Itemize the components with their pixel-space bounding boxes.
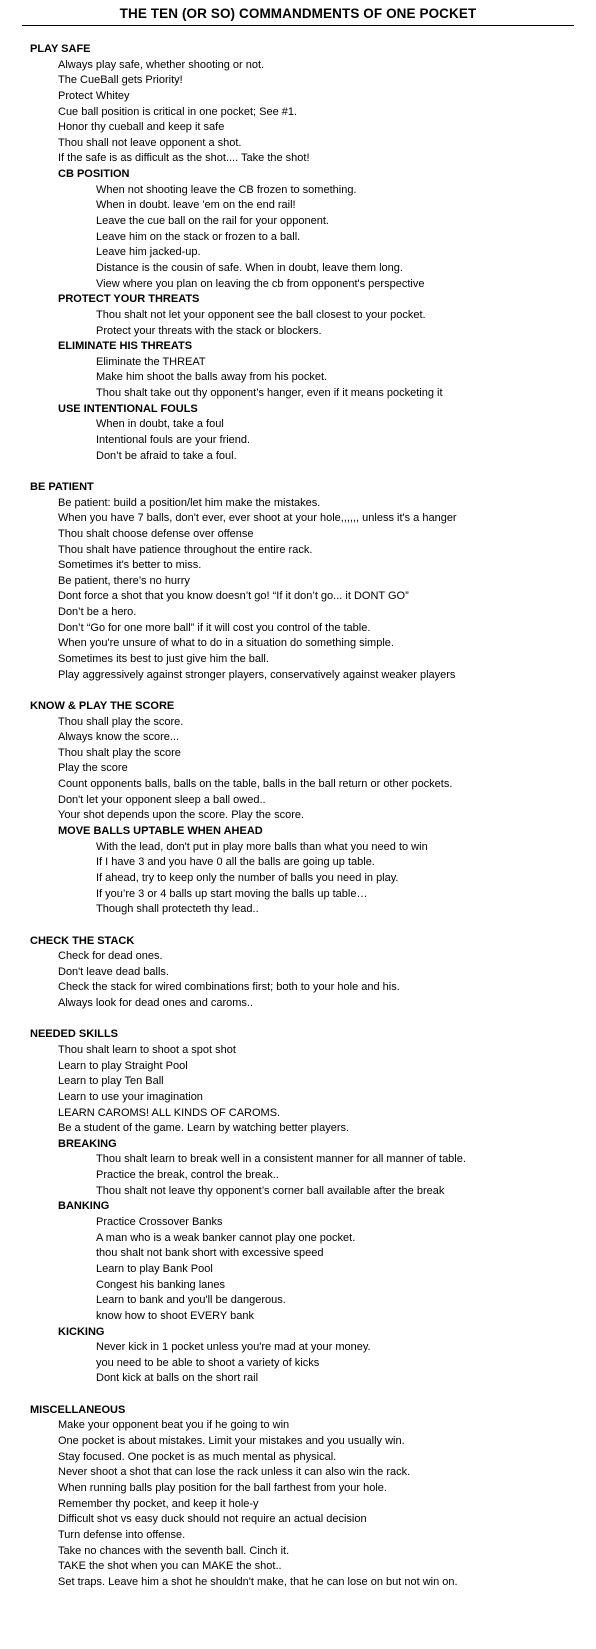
section-item: Turn defense into offense. bbox=[58, 1528, 186, 1541]
subsection-item: When not shooting leave the CB frozen to something. bbox=[96, 183, 357, 196]
subsection-item: With the lead, don't put in play more balls than what you need to win bbox=[96, 840, 428, 853]
section-item: Sometimes it's better to miss. bbox=[58, 559, 202, 572]
subsection-heading: MOVE BALLS UPTABLE WHEN AHEAD bbox=[58, 825, 263, 838]
section-item: Be patient: build a position/let him make the mistakes. bbox=[58, 496, 321, 509]
subsection-item: Thou shalt take out thy opponent’s hanger, even if it means pocketing it bbox=[96, 387, 443, 400]
section-item: The CueBall gets Priority! bbox=[58, 74, 183, 87]
subsection-item: Practice Crossover Banks bbox=[96, 1216, 223, 1229]
section-item: LEARN CAROMS! ALL KINDS OF CAROMS. bbox=[58, 1106, 281, 1119]
section-item: Thou shalt choose defense over offense bbox=[58, 527, 254, 540]
section-item: Learn to play Ten Ball bbox=[58, 1075, 164, 1088]
section-item: Don’t “Go for one more ball” if it will cost you control of the table. bbox=[58, 621, 371, 634]
subsection-item: Don’t be afraid to take a foul. bbox=[96, 449, 237, 462]
subsection-item: Practice the break, control the break.. bbox=[96, 1169, 279, 1182]
subsection-item: If I have 3 and you have 0 all the balls are going up table. bbox=[96, 856, 375, 869]
section-item: Play aggressively against stronger players, conservatively against weaker players bbox=[58, 668, 456, 681]
subsection-item: Learn to bank and you'll be dangerous. bbox=[96, 1294, 286, 1307]
section-spacer bbox=[0, 1387, 596, 1403]
section-item: TAKE the shot when you can MAKE the shot.. bbox=[58, 1560, 282, 1573]
subsection-item: When in doubt, take a foul bbox=[96, 418, 224, 431]
section-item: Difficult shot vs easy duck should not require an actual decision bbox=[58, 1513, 367, 1526]
section-spacer bbox=[0, 464, 596, 480]
subsection-item: Protect your threats with the stack or blockers. bbox=[96, 324, 322, 337]
section-item: Your shot depends upon the score. Play the score. bbox=[58, 809, 305, 822]
document-title: THE TEN (OR SO) COMMANDMENTS OF ONE POCKET bbox=[22, 3, 574, 26]
section-heading: MISCELLANEOUS bbox=[30, 1403, 126, 1416]
section-item: Honor thy cueball and keep it safe bbox=[58, 121, 225, 134]
subsection-item: Dont kick at balls on the short rail bbox=[96, 1372, 259, 1385]
section-item: Be a student of the game. Learn by watching better players. bbox=[58, 1122, 350, 1135]
section-heading: KNOW & PLAY THE SCORE bbox=[30, 699, 175, 712]
section-item: Learn to play Straight Pool bbox=[58, 1059, 188, 1072]
subsection-item: A man who is a weak banker cannot play one pocket. bbox=[96, 1231, 356, 1244]
section-item: Thou shalt play the score bbox=[58, 746, 181, 759]
subsection-heading: ELIMINATE HIS THREATS bbox=[58, 340, 193, 353]
subsection-heading: KICKING bbox=[58, 1325, 105, 1338]
commandments-list bbox=[0, 42, 596, 1590]
subsection-item: When in doubt. leave 'em on the end rail! bbox=[96, 199, 296, 212]
subsection-item: Learn to play Bank Pool bbox=[96, 1262, 213, 1275]
section-item: When running balls play position for the ball farthest from your hole. bbox=[58, 1481, 387, 1494]
section-item: If the safe is as difficult as the shot.... Take the shot! bbox=[58, 152, 310, 165]
section-item: Check the stack for wired combinations first; both to your hole and his. bbox=[58, 981, 400, 994]
section-heading: BE PATIENT bbox=[30, 480, 94, 493]
section-item: Always play safe, whether shooting or not. bbox=[58, 58, 265, 71]
subsection-item: you need to be able to shoot a variety of kicks bbox=[96, 1356, 320, 1369]
subsection-item: Thou shalt not leave thy opponent’s corner ball available after the break bbox=[96, 1184, 445, 1197]
section-item: Take no chances with the seventh ball. Cinch it. bbox=[58, 1544, 290, 1557]
section-item: Remember thy pocket, and keep it hole-y bbox=[58, 1497, 259, 1510]
subsection-heading: USE INTENTIONAL FOULS bbox=[58, 402, 198, 415]
section-item: Don't let your opponent sleep a ball owed.. bbox=[58, 793, 266, 806]
subsection-item: Though shall protecteth thy lead.. bbox=[96, 903, 259, 916]
section-heading: NEEDED SKILLS bbox=[30, 1028, 119, 1041]
section-spacer bbox=[0, 918, 596, 934]
section-item: One pocket is about mistakes. Limit your mistakes and you usually win. bbox=[58, 1435, 405, 1448]
section-item: Check for dead ones. bbox=[58, 950, 163, 963]
subsection-item: Congest his banking lanes bbox=[96, 1278, 226, 1291]
section-item: Don't leave dead balls. bbox=[58, 965, 169, 978]
section-item: Be patient, there’s no hurry bbox=[58, 574, 190, 587]
section-heading: PLAY SAFE bbox=[30, 43, 91, 55]
subsection-item: Thou shalt not let your opponent see the ball closest to your pocket. bbox=[96, 308, 426, 321]
subsection-item: Leave the cue ball on the rail for your opponent. bbox=[96, 215, 329, 228]
section-heading: CHECK THE STACK bbox=[30, 934, 135, 947]
subsection-item: Never kick in 1 pocket unless you're mad at your money. bbox=[96, 1341, 371, 1354]
section-item: Set traps. Leave him a shot he shouldn't make, that he can lose on but not win on. bbox=[58, 1575, 458, 1588]
subsection-heading: BREAKING bbox=[58, 1137, 117, 1150]
section-item: Always know the score... bbox=[58, 731, 180, 744]
subsection-item: If ahead, try to keep only the number of balls you need in play. bbox=[96, 871, 399, 884]
section-spacer bbox=[0, 1012, 596, 1028]
subsection-item: thou shalt not bank short with excessive speed bbox=[96, 1247, 324, 1260]
section-item: Stay focused. One pocket is as much mental as physical. bbox=[58, 1450, 337, 1463]
section-item: Play the score bbox=[58, 762, 128, 775]
section-item: When you have 7 balls, don't ever, ever shoot at your hole,,,,,, unless it's a hanger bbox=[58, 512, 457, 525]
subsection-item: Distance is the cousin of safe. When in doubt, leave them long. bbox=[96, 261, 403, 274]
subsection-item: Make him shoot the balls away from his pocket. bbox=[96, 371, 328, 384]
subsection-item: know how to shoot EVERY bank bbox=[96, 1309, 254, 1322]
subsection-item: Eliminate the THREAT bbox=[96, 355, 206, 368]
section-item: Make your opponent beat you if he going to win bbox=[58, 1419, 290, 1432]
section-item: Count opponents balls, balls on the table, balls in the ball return or other pockets. bbox=[58, 778, 453, 791]
section-spacer bbox=[0, 683, 596, 699]
subsection-item: If you’re 3 or 4 balls up start moving the balls up table… bbox=[96, 887, 368, 900]
section-item: Don’t be a hero. bbox=[58, 606, 137, 619]
section-item: Cue ball position is critical in one pocket; See #1. bbox=[58, 105, 298, 118]
section-item: Thou shalt learn to shoot a spot shot bbox=[58, 1044, 236, 1056]
section-item: Learn to use your imagination bbox=[58, 1090, 203, 1103]
subsection-item: Leave him on the stack or frozen to a ball. bbox=[96, 230, 301, 243]
subsection-item: Leave him jacked-up. bbox=[96, 246, 201, 259]
subsection-item: View where you plan on leaving the cb from opponent's perspective bbox=[96, 277, 425, 290]
subsection-item: Thou shalt learn to break well in a consistent manner for all manner of table. bbox=[96, 1153, 466, 1166]
subsection-heading: PROTECT YOUR THREATS bbox=[58, 293, 200, 306]
section-item: Sometimes its best to just give him the ball. bbox=[58, 652, 269, 665]
section-item: Protect Whitey bbox=[58, 89, 130, 102]
subsection-heading: CB POSITION bbox=[58, 168, 130, 181]
subsection-item: Intentional fouls are your friend. bbox=[96, 434, 251, 447]
section-item: Thou shalt have patience throughout the entire rack. bbox=[58, 543, 313, 556]
subsection-heading: BANKING bbox=[58, 1200, 110, 1213]
section-item: Dont force a shot that you know doesn’t go! “If it don’t go... it DONT GO” bbox=[58, 590, 409, 603]
section-item: Thou shall play the score. bbox=[58, 715, 184, 728]
section-item: When you're unsure of what to do in a situation do something simple. bbox=[58, 637, 394, 650]
section-item: Never shoot a shot that can lose the rack unless it can also win the rack. bbox=[58, 1466, 411, 1479]
section-item: Always look for dead ones and caroms.. bbox=[58, 997, 254, 1010]
section-item: Thou shall not leave opponent a shot. bbox=[58, 136, 242, 149]
